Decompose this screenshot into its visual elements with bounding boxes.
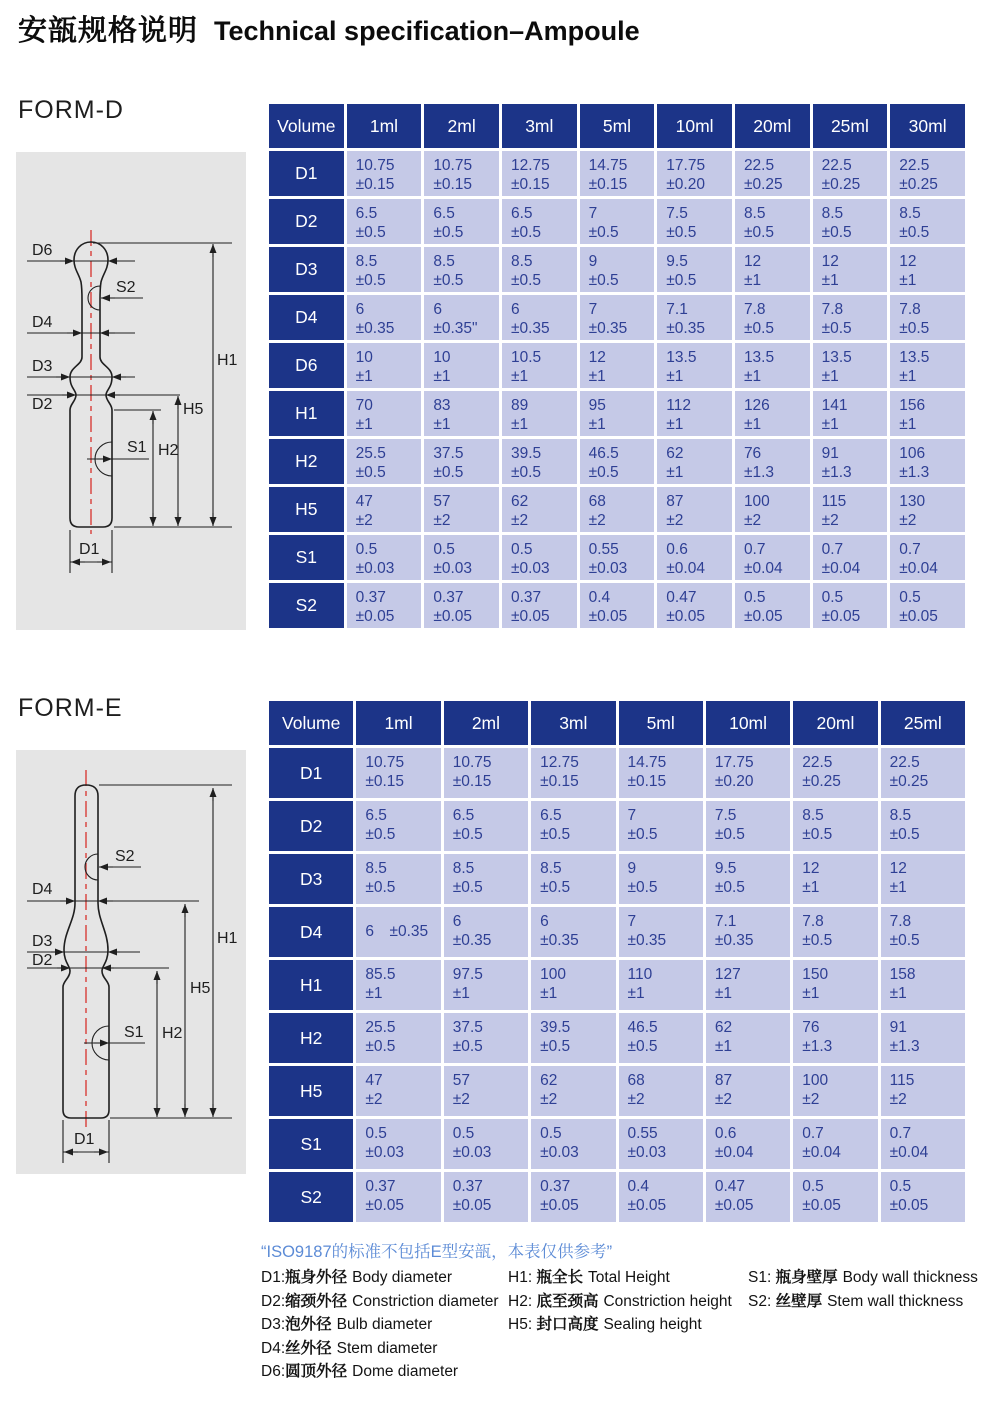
- legend-column-thickness: [748, 1266, 978, 1313]
- spec-cell: 6.5 ±0.5: [531, 801, 615, 851]
- volume-column-header: 3ml: [531, 701, 615, 745]
- footnote: “ISO9187的标准不包括E型安瓿，本表仅供参考”: [261, 1243, 613, 1261]
- spec-cell: 12 ±1: [813, 247, 888, 292]
- spec-cell: 0.5 ±0.05: [881, 1172, 965, 1222]
- spec-cell: 0.5 ±0.05: [793, 1172, 877, 1222]
- spec-cell: 0.37 ±0.05: [347, 583, 422, 628]
- spec-cell: 10.75 ±0.15: [347, 151, 422, 196]
- spec-cell: 70 ±1: [347, 391, 422, 436]
- legend: [0, 1266, 1000, 1386]
- form-e-spec-table-host: [266, 698, 968, 1225]
- spec-cell: 100 ±2: [793, 1066, 877, 1116]
- spec-cell: 10 ±1: [424, 343, 499, 388]
- spec-cell: 37.5 ±0.5: [444, 1013, 528, 1063]
- dimension-lines: [27, 785, 232, 1163]
- spec-cell: 0.7 ±0.04: [793, 1119, 877, 1169]
- spec-cell: 0.4 ±0.05: [619, 1172, 703, 1222]
- spec-row-label: H2: [269, 1013, 353, 1063]
- spec-cell: 10.5 ±1: [502, 343, 577, 388]
- dim-label-h5: H5: [183, 401, 204, 418]
- spec-cell: 7.8 ±0.5: [881, 907, 965, 957]
- spec-cell: 10.75 ±0.15: [444, 748, 528, 798]
- spec-cell: 62 ±2: [502, 487, 577, 532]
- spec-cell: 22.5 ±0.25: [881, 748, 965, 798]
- dim-label-d2: D2: [32, 952, 53, 969]
- volume-column-header: 3ml: [502, 104, 577, 148]
- spec-row-label: D3: [269, 854, 353, 904]
- spec-cell: 6 ±0.35: [347, 295, 422, 340]
- spec-row: [269, 343, 965, 388]
- spec-cell: 8.5 ±0.5: [735, 199, 810, 244]
- spec-cell: 9.5 ±0.5: [706, 854, 790, 904]
- spec-cell: 22.5 ±0.25: [813, 151, 888, 196]
- spec-cell: 17.75 ±0.20: [706, 748, 790, 798]
- spec-row: [269, 199, 965, 244]
- spec-row-label: S2: [269, 583, 344, 628]
- spec-row-label: D1: [269, 748, 353, 798]
- dim-label-d3: D3: [32, 358, 53, 375]
- spec-cell: 91 ±1.3: [881, 1013, 965, 1063]
- spec-cell: 17.75 ±0.20: [657, 151, 732, 196]
- spec-cell: 14.75 ±0.15: [619, 748, 703, 798]
- page-title-zh: 安瓿规格说明: [18, 15, 199, 47]
- dim-label-s1: S1: [127, 439, 147, 456]
- spec-cell: 7 ±0.35: [580, 295, 655, 340]
- spec-cell: 12 ±1: [735, 247, 810, 292]
- volume-column-header: 1ml: [347, 104, 422, 148]
- spec-cell: 6 ±0.35: [444, 907, 528, 957]
- spec-cell: 62 ±2: [531, 1066, 615, 1116]
- spec-cell: 14.75 ±0.15: [580, 151, 655, 196]
- spec-cell: 12.75 ±0.15: [502, 151, 577, 196]
- spec-cell: 91 ±1.3: [813, 439, 888, 484]
- spec-cell: 0.4 ±0.05: [580, 583, 655, 628]
- page-title-en: Technical specification–Ampoule: [214, 16, 640, 46]
- volume-column-header: 2ml: [444, 701, 528, 745]
- dim-label-h1: H1: [217, 930, 238, 947]
- spec-cell: 8.5 ±0.5: [531, 854, 615, 904]
- dim-label-d4: D4: [32, 314, 53, 331]
- spec-cell: 0.37 ±0.05: [444, 1172, 528, 1222]
- volume-header-cell: Volume: [269, 701, 353, 745]
- spec-cell: 8.5 ±0.5: [793, 801, 877, 851]
- spec-row: [269, 907, 965, 957]
- spec-cell: 8.5 ±0.5: [813, 199, 888, 244]
- spec-cell: 37.5 ±0.5: [424, 439, 499, 484]
- form-d-spec-table-host: [266, 101, 968, 631]
- spec-table: [266, 101, 968, 631]
- volume-column-header: 10ml: [706, 701, 790, 745]
- spec-row-label: S1: [269, 1119, 353, 1169]
- dim-label-h1: H1: [217, 352, 238, 369]
- spec-cell: 6.5 ±0.5: [424, 199, 499, 244]
- spec-cell: 22.5 ±0.25: [890, 151, 965, 196]
- legend-item: S1: 瓶身壁厚 Body wall thickness: [748, 1269, 978, 1286]
- spec-row-label: D4: [269, 295, 344, 340]
- spec-row-label: D6: [269, 343, 344, 388]
- legend-item: H1: 瓶全长 Total Height: [508, 1269, 670, 1286]
- spec-cell: 10 ±1: [347, 343, 422, 388]
- volume-column-header: 1ml: [356, 701, 440, 745]
- spec-cell: 13.5 ±1: [890, 343, 965, 388]
- spec-cell: 87 ±2: [706, 1066, 790, 1116]
- spec-cell: 7.1 ±0.35: [657, 295, 732, 340]
- spec-cell: 6.5 ±0.5: [502, 199, 577, 244]
- spec-row: [269, 247, 965, 292]
- spec-row-label: H5: [269, 1066, 353, 1116]
- spec-row: [269, 295, 965, 340]
- spec-cell: 0.7 ±0.04: [813, 535, 888, 580]
- spec-cell: 0.6 ±0.04: [706, 1119, 790, 1169]
- spec-cell: 68 ±2: [580, 487, 655, 532]
- dim-label-h5: H5: [190, 980, 211, 997]
- spec-row: [269, 960, 965, 1010]
- spec-cell: 85.5 ±1: [356, 960, 440, 1010]
- spec-row: [269, 1119, 965, 1169]
- spec-row-label: D2: [269, 199, 344, 244]
- spec-cell: 12 ±1: [890, 247, 965, 292]
- spec-cell: 126 ±1: [735, 391, 810, 436]
- dim-label-s2: S2: [116, 279, 136, 296]
- spec-row: [269, 487, 965, 532]
- spec-cell: 95 ±1: [580, 391, 655, 436]
- spec-cell: 9.5 ±0.5: [657, 247, 732, 292]
- spec-cell: 130 ±2: [890, 487, 965, 532]
- stem-wall-detail: [85, 854, 98, 880]
- spec-cell: 100 ±2: [735, 487, 810, 532]
- volume-column-header: 2ml: [424, 104, 499, 148]
- spec-cell: 7.8 ±0.5: [793, 907, 877, 957]
- dim-label-s2: S2: [115, 848, 135, 865]
- spec-cell: 0.55 ±0.03: [619, 1119, 703, 1169]
- form-e-label: FORM-E: [18, 694, 123, 722]
- spec-cell: 0.47 ±0.05: [706, 1172, 790, 1222]
- dim-label-d3: D3: [32, 933, 53, 950]
- spec-cell: 141 ±1: [813, 391, 888, 436]
- spec-cell: 156 ±1: [890, 391, 965, 436]
- dim-label-h2: H2: [162, 1025, 183, 1042]
- spec-cell: 10.75 ±0.15: [356, 748, 440, 798]
- spec-cell: 8.5 ±0.5: [881, 801, 965, 851]
- spec-cell: 12 ±1: [793, 854, 877, 904]
- volume-column-header: 30ml: [890, 104, 965, 148]
- volume-header-cell: Volume: [269, 104, 344, 148]
- dim-label-d4: D4: [32, 881, 53, 898]
- spec-cell: 7.8 ±0.5: [890, 295, 965, 340]
- spec-cell: 7.1 ±0.35: [706, 907, 790, 957]
- spec-cell: 25.5 ±0.5: [356, 1013, 440, 1063]
- spec-row-label: S1: [269, 535, 344, 580]
- spec-cell: 0.37 ±0.05: [531, 1172, 615, 1222]
- form-e-ampoule-diagram: [16, 750, 246, 1174]
- dim-label-d6: D6: [32, 242, 53, 259]
- spec-cell: 0.5 ±0.03: [502, 535, 577, 580]
- spec-row-label: D2: [269, 801, 353, 851]
- spec-cell: 0.55 ±0.03: [580, 535, 655, 580]
- spec-cell: 0.5 ±0.05: [890, 583, 965, 628]
- spec-cell: 0.37 ±0.05: [502, 583, 577, 628]
- spec-cell: 110 ±1: [619, 960, 703, 1010]
- volume-column-header: 25ml: [881, 701, 965, 745]
- volume-column-header: 5ml: [619, 701, 703, 745]
- dim-label-d1: D1: [79, 541, 100, 558]
- spec-row-label: H1: [269, 960, 353, 1010]
- spec-cell: 0.5 ±0.05: [735, 583, 810, 628]
- spec-cell: 6 ±0.35": [424, 295, 499, 340]
- spec-cell: 83 ±1: [424, 391, 499, 436]
- spec-cell: 7 ±0.35: [619, 907, 703, 957]
- spec-cell: 100 ±1: [531, 960, 615, 1010]
- legend-item: S2: 丝壁厚 Stem wall thickness: [748, 1292, 964, 1310]
- spec-cell: 6.5 ±0.5: [444, 801, 528, 851]
- spec-row: [269, 1172, 965, 1222]
- spec-row-label: D1: [269, 151, 344, 196]
- spec-row: [269, 1013, 965, 1063]
- spec-cell: 22.5 ±0.25: [793, 748, 877, 798]
- spec-cell: 0.6 ±0.04: [657, 535, 732, 580]
- volume-column-header: 5ml: [580, 104, 655, 148]
- spec-cell: 8.5 ±0.5: [890, 199, 965, 244]
- spec-cell: 10.75 ±0.15: [424, 151, 499, 196]
- spec-cell: 0.5 ±0.03: [356, 1119, 440, 1169]
- legend-item: D6:圆顶外径 Dome diameter: [261, 1363, 459, 1380]
- spec-cell: 127 ±1: [706, 960, 790, 1010]
- legend-item: D3:泡外径 Bulb diameter: [261, 1316, 433, 1333]
- dim-label-s1: S1: [124, 1024, 144, 1041]
- spec-cell: 25.5 ±0.5: [347, 439, 422, 484]
- form-e-diagram-panel: [16, 750, 246, 1174]
- spec-table: [266, 698, 968, 1225]
- spec-row: [269, 439, 965, 484]
- spec-cell: 8.5 ±0.5: [444, 854, 528, 904]
- page-title: [18, 8, 640, 49]
- spec-cell: 0.5 ±0.03: [424, 535, 499, 580]
- spec-cell: 62 ±1: [657, 439, 732, 484]
- spec-cell: 150 ±1: [793, 960, 877, 1010]
- spec-cell: 6 ±0.35: [502, 295, 577, 340]
- spec-cell: 12 ±1: [881, 854, 965, 904]
- spec-row: [269, 801, 965, 851]
- spec-cell: 76 ±1.3: [735, 439, 810, 484]
- spec-row-label: D3: [269, 247, 344, 292]
- volume-column-header: 10ml: [657, 104, 732, 148]
- spec-cell: 7 ±0.5: [619, 801, 703, 851]
- spec-row-label: H1: [269, 391, 344, 436]
- spec-row-label: D4: [269, 907, 353, 957]
- spec-row: [269, 583, 965, 628]
- dim-label-d1: D1: [74, 1131, 95, 1148]
- legend-column-dimensions: [261, 1266, 499, 1384]
- spec-cell: 0.7 ±0.04: [735, 535, 810, 580]
- volume-column-header: 25ml: [813, 104, 888, 148]
- spec-cell: 0.7 ±0.04: [890, 535, 965, 580]
- legend-item: H2: 底至颈高 Constriction height: [508, 1292, 732, 1310]
- spec-cell: 6 ±0.35: [531, 907, 615, 957]
- spec-cell: 13.5 ±1: [657, 343, 732, 388]
- spec-cell: 89 ±1: [502, 391, 577, 436]
- legend-item: H5: 封口高度 Sealing height: [508, 1316, 702, 1333]
- spec-cell: 6.5 ±0.5: [356, 801, 440, 851]
- spec-cell: 158 ±1: [881, 960, 965, 1010]
- spec-cell: 13.5 ±1: [735, 343, 810, 388]
- legend-column-heights: [508, 1266, 732, 1337]
- spec-cell: 0.5 ±0.03: [531, 1119, 615, 1169]
- spec-cell: 47 ±2: [356, 1066, 440, 1116]
- spec-cell: 106 ±1.3: [890, 439, 965, 484]
- spec-cell: 0.5 ±0.03: [444, 1119, 528, 1169]
- spec-cell: 39.5 ±0.5: [502, 439, 577, 484]
- spec-cell: 8.5 ±0.5: [356, 854, 440, 904]
- legend-item: D1:瓶身外径 Body diameter: [261, 1269, 453, 1286]
- spec-cell: 7 ±0.5: [580, 199, 655, 244]
- spec-cell: 97.5 ±1: [444, 960, 528, 1010]
- spec-cell: 0.5 ±0.05: [813, 583, 888, 628]
- volume-column-header: 20ml: [735, 104, 810, 148]
- spec-cell: 57 ±2: [444, 1066, 528, 1116]
- spec-row: [269, 535, 965, 580]
- spec-cell: 7.8 ±0.5: [735, 295, 810, 340]
- spec-row: [269, 748, 965, 798]
- spec-cell: 8.5 ±0.5: [502, 247, 577, 292]
- spec-row: [269, 1066, 965, 1116]
- stem-wall-detail: [88, 286, 100, 310]
- form-d-ampoule-diagram: [16, 152, 246, 630]
- dim-label-h2: H2: [158, 442, 179, 459]
- spec-cell: 87 ±2: [657, 487, 732, 532]
- spec-cell: 7.8 ±0.5: [813, 295, 888, 340]
- spec-cell: 0.5 ±0.03: [347, 535, 422, 580]
- spec-cell: 6 ±0.35: [356, 907, 440, 957]
- spec-cell: 46.5 ±0.5: [580, 439, 655, 484]
- spec-cell: 115 ±2: [881, 1066, 965, 1116]
- spec-cell: 6.5 ±0.5: [347, 199, 422, 244]
- legend-item: D4:丝外径 Stem diameter: [261, 1339, 438, 1357]
- spec-row: [269, 391, 965, 436]
- volume-column-header: 20ml: [793, 701, 877, 745]
- dim-label-d2: D2: [32, 396, 53, 413]
- spec-row-label: H5: [269, 487, 344, 532]
- spec-row-label: S2: [269, 1172, 353, 1222]
- spec-cell: 8.5 ±0.5: [424, 247, 499, 292]
- spec-cell: 76 ±1.3: [793, 1013, 877, 1063]
- spec-cell: 0.37 ±0.05: [424, 583, 499, 628]
- spec-cell: 8.5 ±0.5: [347, 247, 422, 292]
- spec-cell: 9 ±0.5: [619, 854, 703, 904]
- spec-cell: 0.47 ±0.05: [657, 583, 732, 628]
- spec-cell: 13.5 ±1: [813, 343, 888, 388]
- spec-cell: 46.5 ±0.5: [619, 1013, 703, 1063]
- spec-cell: 47 ±2: [347, 487, 422, 532]
- spec-cell: 112 ±1: [657, 391, 732, 436]
- legend-item: D2:缩颈外径 Constriction diameter: [261, 1292, 499, 1310]
- spec-cell: 12 ±1: [580, 343, 655, 388]
- spec-cell: 0.7 ±0.04: [881, 1119, 965, 1169]
- spec-cell: 115 ±2: [813, 487, 888, 532]
- spec-cell: 7.5 ±0.5: [657, 199, 732, 244]
- spec-row: [269, 151, 965, 196]
- spec-cell: 12.75 ±0.15: [531, 748, 615, 798]
- spec-cell: 7.5 ±0.5: [706, 801, 790, 851]
- spec-row: [269, 854, 965, 904]
- spec-cell: 62 ±1: [706, 1013, 790, 1063]
- form-d-label: FORM-D: [18, 96, 124, 124]
- spec-cell: 68 ±2: [619, 1066, 703, 1116]
- spec-cell: 22.5 ±0.25: [735, 151, 810, 196]
- spec-cell: 57 ±2: [424, 487, 499, 532]
- spec-row-label: H2: [269, 439, 344, 484]
- spec-cell: 0.37 ±0.05: [356, 1172, 440, 1222]
- form-d-diagram-panel: [16, 152, 246, 630]
- spec-cell: 9 ±0.5: [580, 247, 655, 292]
- spec-cell: 39.5 ±0.5: [531, 1013, 615, 1063]
